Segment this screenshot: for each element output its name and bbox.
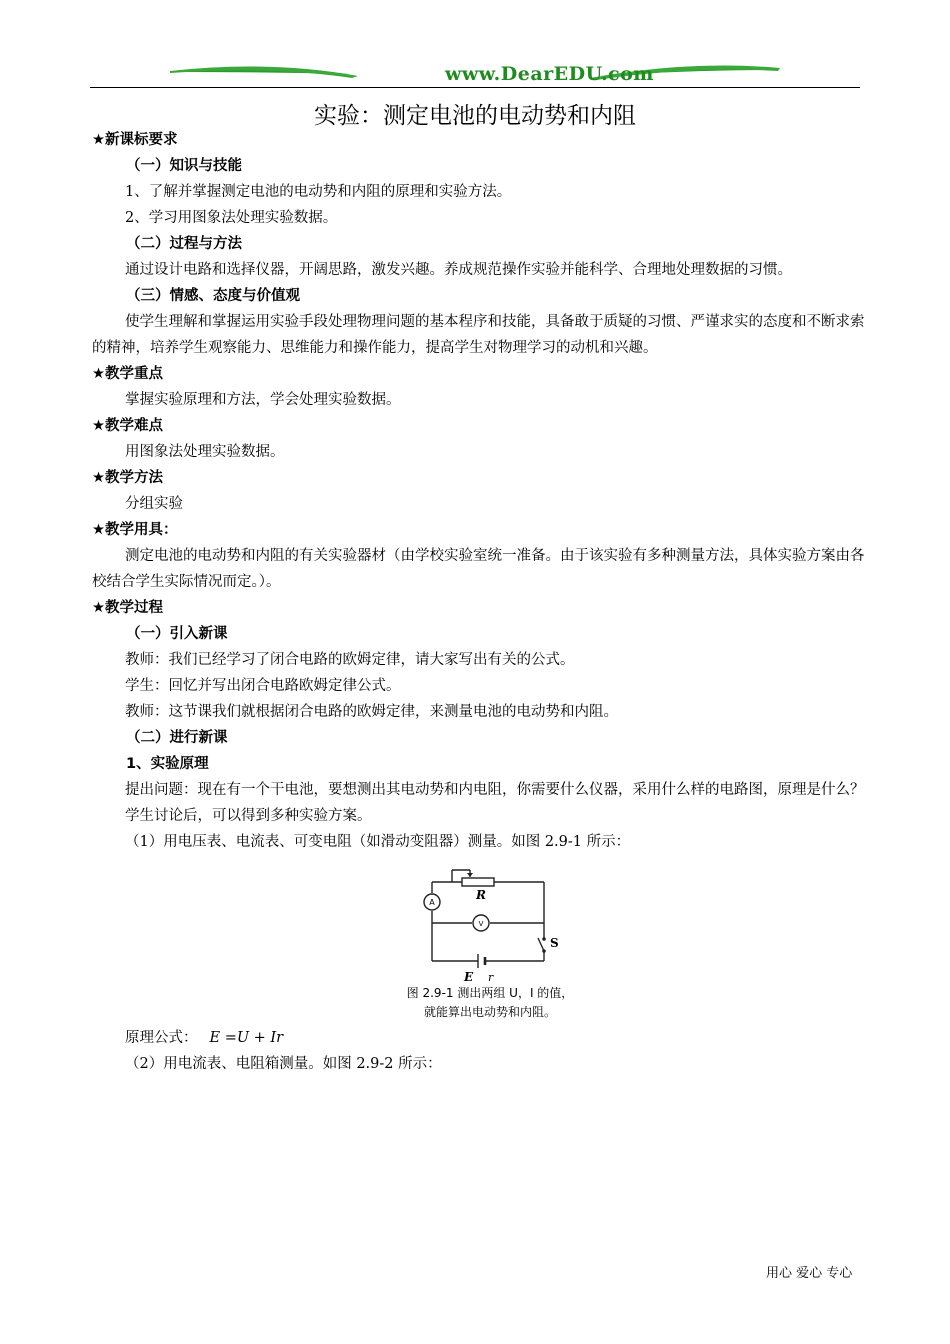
- heading-difficulty: ★教学难点: [92, 418, 163, 434]
- intro-line-3: 教师：这节课我们就根据闭合电路的欧姆定律，来测量电池的电动势和内阻。: [125, 704, 618, 720]
- internal-resistance-label: r: [488, 971, 494, 984]
- method-text: 分组实验: [125, 496, 183, 512]
- page-title: 实验：测定电池的电动势和内阻: [314, 103, 636, 129]
- resistor-label: R: [476, 888, 486, 902]
- ammeter-label: A: [429, 898, 435, 907]
- switch-label: S: [550, 936, 559, 950]
- method-2-text: （2）用电流表、电阻箱测量。如图 2.9-2 所示：: [125, 1056, 442, 1072]
- heading-knowledge: （一）知识与技能: [126, 158, 242, 174]
- header-rule: [90, 87, 860, 88]
- attitude-text: 使学生理解和掌握运用实验手段处理物理问题的基本程序和技能，具备敢于质疑的习惯、严谨求实的态度和不断求索的精神，培养学生观察能力、思维能力和操作能力，提高学生对物理学习的动机和兴趣。: [92, 314, 865, 356]
- voltmeter-label: V: [478, 920, 484, 928]
- circuit-figure: [92, 855, 867, 1025]
- logo-text: www.DearEDU.com: [445, 63, 654, 85]
- knowledge-item-1: 1、了解并掌握测定电池的电动势和内阻的原理和实验方法。: [125, 184, 512, 200]
- heading-method: ★教学方法: [92, 470, 163, 486]
- heading-attitude: （三）情感、态度与价值观: [126, 288, 300, 304]
- principle-question: 提出问题：现在有一个干电池，要想测出其电动势和内电阻，你需要什么仪器，采用什么样的电路图，原理是什么？: [125, 782, 865, 798]
- header-banner: [90, 58, 860, 90]
- heading-intro: （一）引入新课: [126, 626, 228, 642]
- circuit-diagram-icon: [392, 865, 582, 985]
- key-text: 掌握实验原理和方法，学会处理实验数据。: [125, 392, 401, 408]
- emf-label: E: [464, 970, 474, 984]
- intro-line-2: 学生：回忆并写出闭合电路欧姆定律公式。: [125, 678, 401, 694]
- formula-line: [92, 1025, 867, 1051]
- figure-caption-1: 图 2.9-1 测出两组 U，I 的值，: [406, 986, 574, 1000]
- difficulty-text: 用图象法处理实验数据。: [125, 444, 285, 460]
- document-body: [92, 127, 867, 1077]
- formula: E =U + Ir: [209, 1030, 284, 1046]
- slider-arrow-icon: [467, 873, 473, 877]
- heading-standards: ★新课标要求: [92, 132, 178, 148]
- method-1-text: （1）用电压表、电流表、可变电阻（如滑动变阻器）测量。如图 2.9-1 所示：: [125, 834, 631, 850]
- figure-caption-2: 就能算出电动势和内阻。: [423, 1005, 556, 1019]
- process-text: 通过设计电路和选择仪器，开阔思路，激发兴趣。养成规范操作实验并能科学、合理地处理数据的习惯。: [125, 262, 792, 278]
- tools-text: 测定电池的电动势和内阻的有关实验器材（由学校实验室统一准备。由于该实验有多种测量方法，具体实验方案由各校结合学生实际情况而定。）。: [92, 548, 865, 590]
- discuss-text: 学生讨论后，可以得到多种实验方案。: [125, 808, 372, 824]
- heading-teaching-process: ★教学过程: [92, 600, 163, 616]
- formula-label: 原理公式：: [125, 1030, 198, 1046]
- heading-process: （二）过程与方法: [126, 236, 242, 252]
- heading-key: ★教学重点: [92, 366, 163, 382]
- footer-slogan: 用心 爱心 专心: [766, 1266, 853, 1281]
- intro-line-1: 教师：我们已经学习了闭合电路的欧姆定律，请大家写出有关的公式。: [125, 652, 575, 668]
- heading-tools: ★教学用具：: [92, 522, 178, 538]
- heading-principle: 1、实验原理: [126, 756, 209, 772]
- knowledge-item-2: 2、学习用图象法处理实验数据。: [125, 210, 338, 226]
- heading-new-lesson: （二）进行新课: [126, 730, 228, 746]
